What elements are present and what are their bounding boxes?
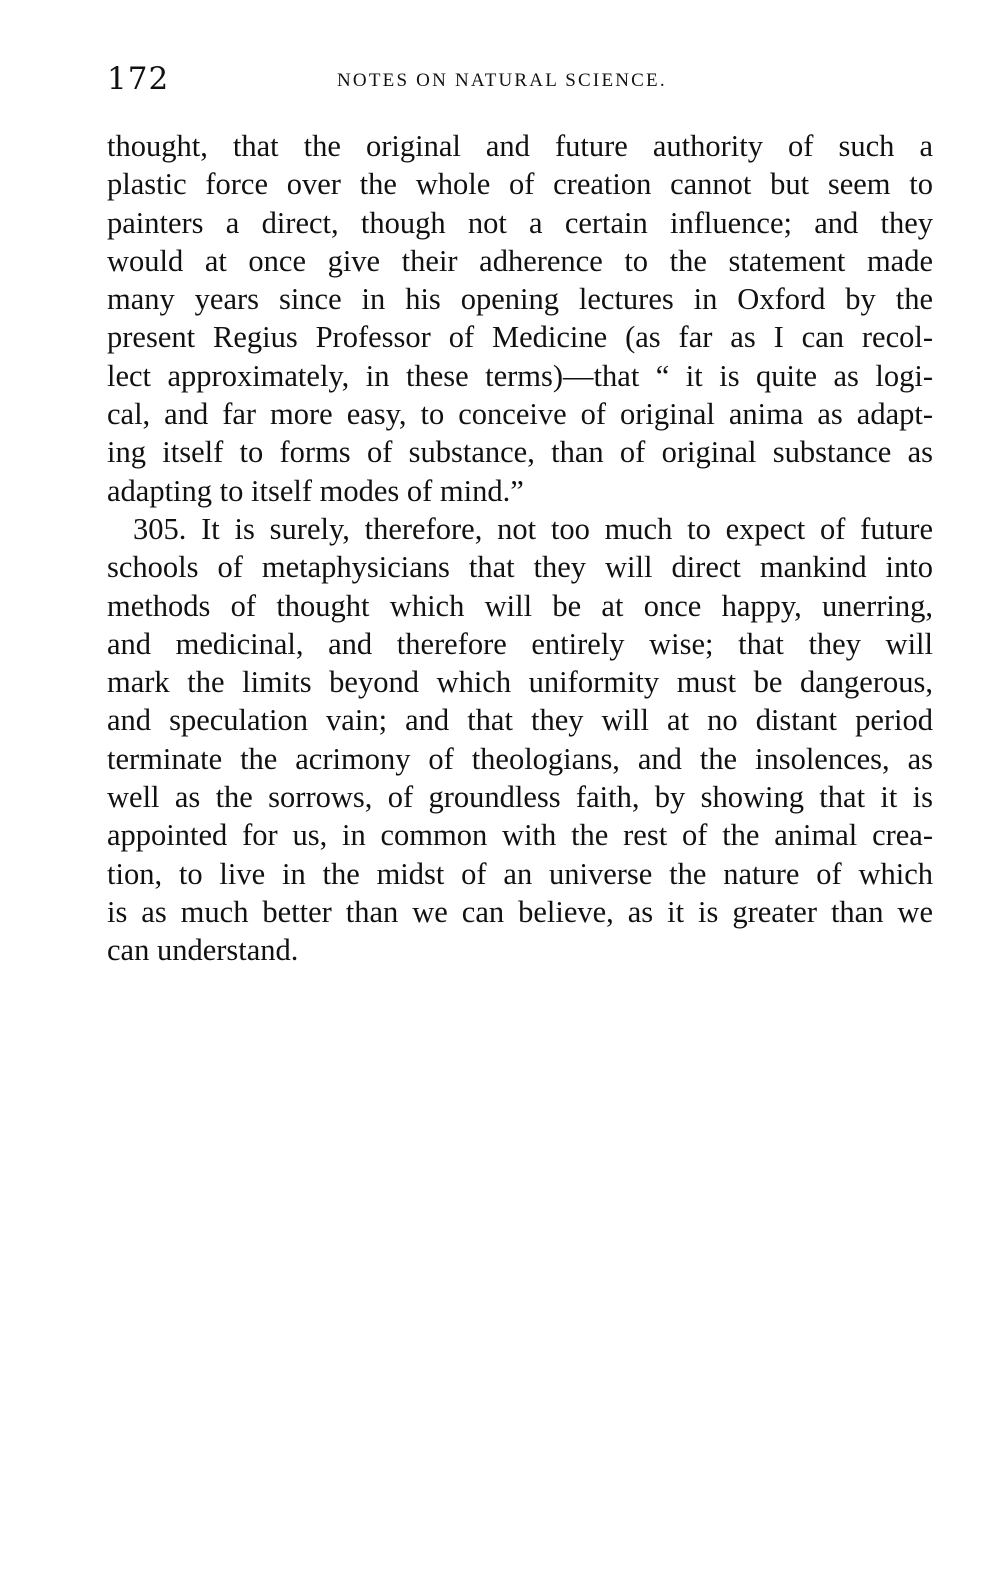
text-line: adapting to itself modes of mind.” xyxy=(107,473,524,508)
text-line: tion, to live in the midst of an universe the nature of which xyxy=(107,856,933,891)
text-line: cal, and far more easy, to conceive of original anima as adapt- xyxy=(107,397,933,432)
text-line: mark the limits beyond which uniformity must be dangerous, xyxy=(107,665,933,700)
text-line: ing itself to forms of substance, than of original substance as xyxy=(107,435,933,470)
running-head xyxy=(107,62,933,102)
text-line: many years since in his opening lectures in Oxford by the xyxy=(107,282,933,317)
text-line: present Regius Professor of Medicine (as far as I can recol- xyxy=(107,320,933,355)
text-line: and speculation vain; and that they will at no distant period xyxy=(107,703,933,738)
text-line: lect approximately, in these terms)—that “ it is quite as logi- xyxy=(107,358,933,393)
text-line: can understand. xyxy=(107,933,299,968)
paragraph-305-first-line: 305. It is surely, therefore, not too much to expect of future xyxy=(133,511,933,546)
page-number: 172 xyxy=(107,61,170,97)
body-text xyxy=(107,127,933,970)
text-line: would at once give their adherence to the statement made xyxy=(107,243,933,278)
text-line: terminate the acrimony of theologians, and the insolences, as xyxy=(107,741,933,776)
text-line: is as much better than we can believe, as it is greater than we xyxy=(107,894,933,929)
running-title: NOTES ON NATURAL SCIENCE. xyxy=(337,70,667,91)
text-line: appointed for us, in common with the rest of the animal crea- xyxy=(107,818,933,853)
text-line: and medicinal, and therefore entirely wise; that they will xyxy=(107,626,933,661)
text-line: painters a direct, though not a certain influence; and they xyxy=(107,205,933,240)
text-line: thought, that the original and future authority of such a xyxy=(107,129,933,163)
text-line: well as the sorrows, of groundless faith, by showing that it is xyxy=(107,780,933,815)
text-line: plastic force over the whole of creation cannot but seem to xyxy=(107,167,933,202)
text-line: schools of metaphysicians that they will direct mankind into xyxy=(107,550,933,585)
text-line: methods of thought which will be at once happy, unerring, xyxy=(107,588,933,623)
